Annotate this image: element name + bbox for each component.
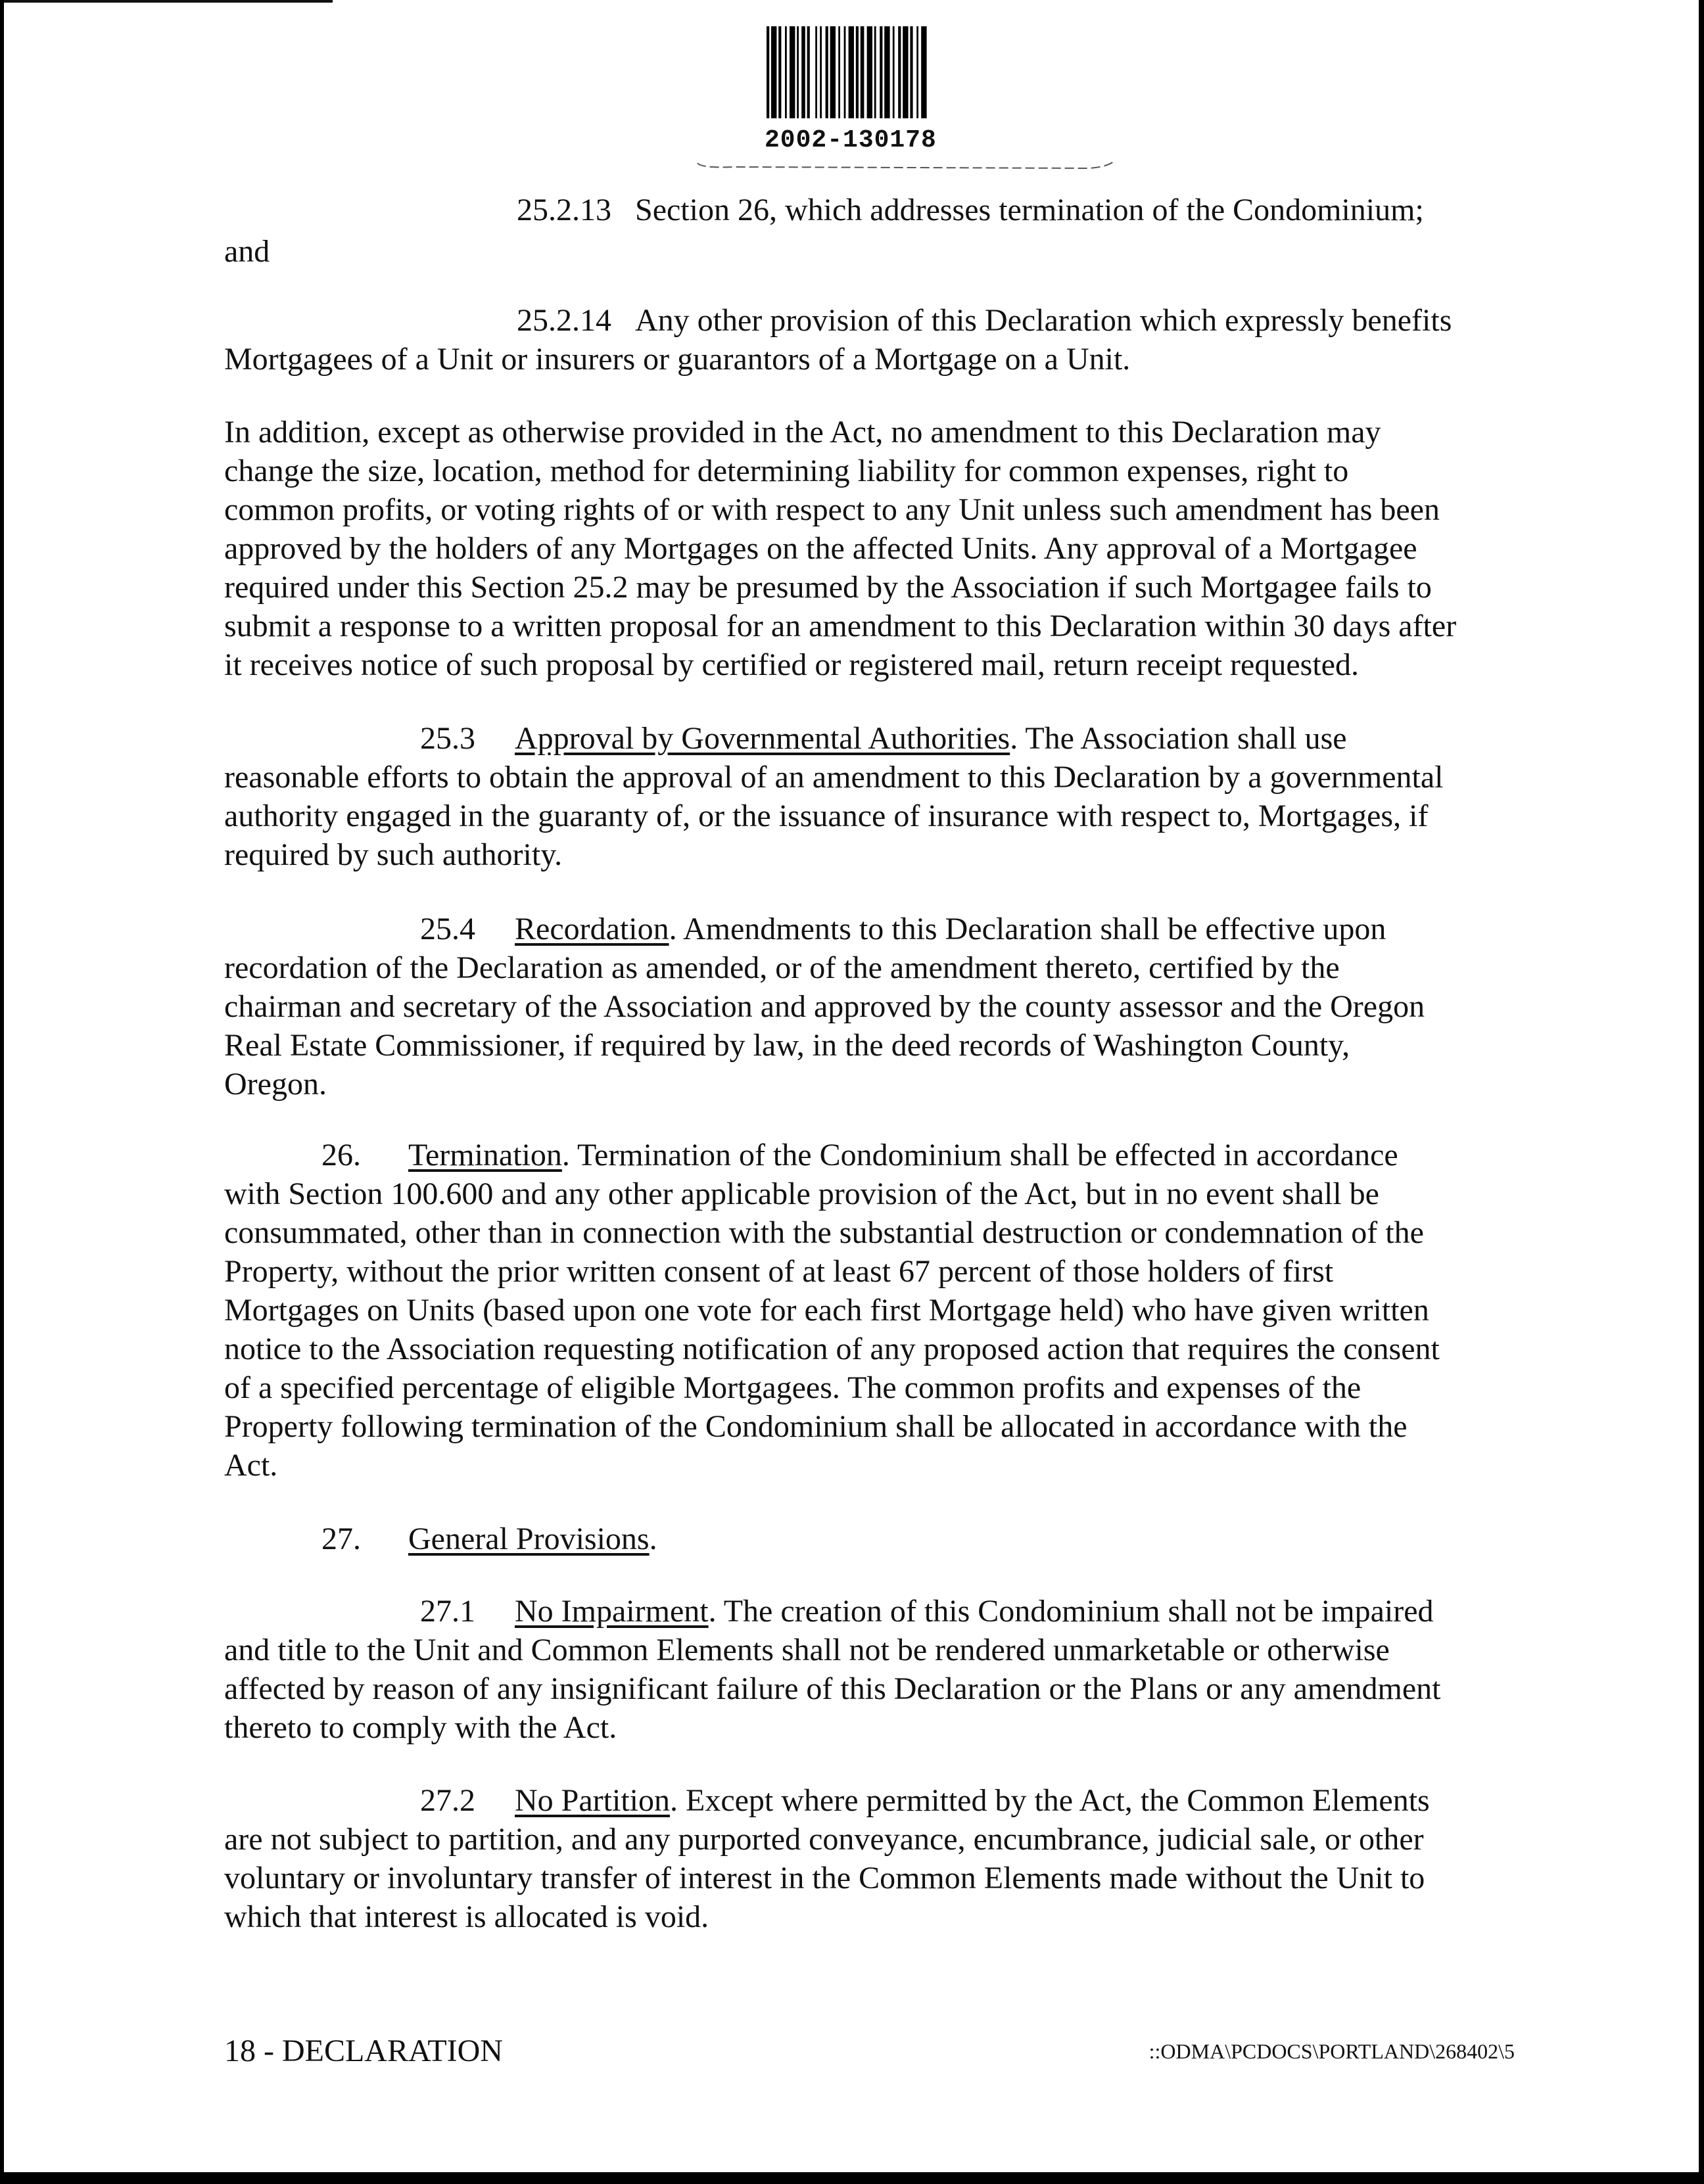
barcode-image xyxy=(767,26,1056,131)
barcode-bar xyxy=(785,26,787,118)
paragraph-line: voluntary or involuntary transfer of interest in the Common Elements made without the Unit to xyxy=(224,1861,1425,1895)
paragraph-line: Act. xyxy=(224,1448,278,1483)
section-text: . The creation of this Condominium shall not be impaired xyxy=(708,1594,1434,1629)
section-number: 26. xyxy=(321,1138,361,1173)
paragraph-line: Property following termination of the Condominium shall be allocated in accordance with the xyxy=(224,1409,1408,1444)
barcode-bar xyxy=(801,26,805,118)
paragraph-line: Property, without the prior written consent of at least 67 percent of those holders of first xyxy=(224,1254,1334,1289)
barcode-bar xyxy=(815,26,817,118)
section-26 xyxy=(224,1136,1506,1485)
barcode-bar xyxy=(778,26,781,118)
barcode-bar xyxy=(874,26,876,118)
barcode-bar xyxy=(861,26,864,118)
barcode-bar xyxy=(844,26,846,118)
barcode-underline xyxy=(694,158,1115,177)
barcode-bar xyxy=(856,26,859,118)
paragraph-line: Mortgages on Units (based upon one vote for each first Mortgage held) who have given written xyxy=(224,1293,1429,1328)
paragraph-line: thereto to comply with the Act. xyxy=(224,1710,617,1745)
section-number: 27.2 xyxy=(420,1783,475,1818)
paragraph-line: affected by reason of any insignificant failure of this Declaration or the Plans or any amendment xyxy=(224,1671,1441,1706)
barcode-bar xyxy=(767,26,769,118)
page-footer-docpath: ::ODMA\PCDOCS\PORTLAND\268402\5 xyxy=(1148,2039,1515,2063)
section-number: 25.2.13 xyxy=(517,193,611,227)
paragraph-line: Real Estate Commissioner, if required by law, in the deed records of Washington County, xyxy=(224,1028,1350,1063)
section-heading: Termination xyxy=(408,1138,562,1173)
paragraph-line: required under this Section 25.2 may be presumed by the Association if such Mortgagee fails to xyxy=(224,570,1432,605)
section-text: . xyxy=(649,1522,657,1556)
barcode-bar xyxy=(830,26,836,118)
paragraph-line: reasonable efforts to obtain the approval of an amendment to this Declaration by a governmental xyxy=(224,760,1444,795)
paragraph-line: Oregon. xyxy=(224,1067,327,1102)
paragraph-line: notice to the Association requesting notification of any proposed action that requires the consent xyxy=(224,1332,1440,1366)
barcode-block xyxy=(694,26,1115,177)
section-text: . Except where permitted by the Act, the Common Elements xyxy=(670,1783,1430,1818)
paragraph-line: which that interest is allocated is void. xyxy=(224,1899,709,1934)
barcode-bar xyxy=(903,26,908,118)
paragraph-line: common profits, or voting rights of or with respect to any Unit unless such amendment has been xyxy=(224,492,1440,527)
paragraph-line: are not subject to partition, and any purported conveyance, encumbrance, judicial sale, or other xyxy=(224,1822,1424,1857)
section-text: Section 26, which addresses termination of the Condominium; xyxy=(635,193,1424,227)
paragraph-line: consummated, other than in connection with the substantial destruction or condemnation of the xyxy=(224,1215,1424,1250)
barcode-bar xyxy=(884,26,889,118)
barcode-bar xyxy=(820,26,822,118)
paragraph-line: it receives notice of such proposal by certified or registered mail, return receipt requested. xyxy=(224,647,1359,682)
section-heading: No Partition xyxy=(515,1783,670,1818)
section-heading: General Provisions xyxy=(408,1522,650,1556)
section-25-2-13 xyxy=(224,191,1506,271)
barcode-bar xyxy=(910,26,912,118)
paragraph-line: required by such authority. xyxy=(224,837,563,872)
section-number: 27. xyxy=(321,1522,361,1556)
barcode-bar xyxy=(826,26,828,118)
section-text: . Amendments to this Declaration shall be effective upon xyxy=(669,912,1386,946)
paragraph-line: change the size, location, method for determining liability for common expenses, right to xyxy=(224,453,1349,488)
barcode-number: 2002-130178 xyxy=(765,126,937,154)
barcode-bar xyxy=(893,26,895,118)
barcode-bar xyxy=(771,26,776,118)
paragraph-line: approved by the holders of any Mortgages on the affected Units. Any approval of a Mortgagee xyxy=(224,531,1417,566)
section-25-2-14 xyxy=(224,301,1506,379)
barcode-bar xyxy=(880,26,882,118)
barcode-bar xyxy=(921,26,926,118)
barcode-bar xyxy=(898,26,901,118)
section-27 xyxy=(224,1520,1506,1558)
paragraph-line: recordation of the Declaration as amended, or of the amendment thereto, certified by the xyxy=(224,950,1340,985)
section-number: 25.2.14 xyxy=(517,303,611,338)
paragraph-line: submit a response to a written proposal for an amendment to this Declaration within 30 days after xyxy=(224,609,1457,643)
section-continuation: and xyxy=(224,234,270,269)
addition-paragraph xyxy=(224,413,1506,684)
section-27-2 xyxy=(224,1781,1506,1936)
section-number: 25.3 xyxy=(420,721,475,756)
barcode-bar xyxy=(916,26,918,118)
paragraph-line: of a specified percentage of eligible Mortgagees. The common profits and expenses of the xyxy=(224,1370,1361,1405)
section-text: Any other provision of this Declaration which expressly benefits xyxy=(635,303,1452,338)
section-heading: Approval by Governmental Authorities xyxy=(515,721,1010,756)
section-text-cont: Mortgagees of a Unit or insurers or guarantors of a Mortgage on a Unit. xyxy=(224,342,1131,377)
section-text: . Termination of the Condominium shall be effected in accordance xyxy=(561,1138,1398,1173)
section-25-3 xyxy=(224,719,1506,874)
paragraph-line: chairman and secretary of the Association and approved by the county assessor and the Oregon xyxy=(224,989,1425,1024)
barcode-bar xyxy=(867,26,872,118)
section-number: 27.1 xyxy=(420,1594,475,1629)
page-footer-title: 18 - DECLARATION xyxy=(224,2033,503,2068)
section-27-1 xyxy=(224,1592,1506,1747)
barcode-bar xyxy=(807,26,810,118)
barcode-bar xyxy=(797,26,799,118)
barcode-bar xyxy=(849,26,854,118)
section-25-4 xyxy=(224,910,1506,1104)
barcode-bar xyxy=(790,26,795,118)
section-heading: Recordation xyxy=(515,912,669,946)
section-text: . The Association shall use xyxy=(1010,721,1347,756)
section-heading: No Impairment xyxy=(515,1594,709,1629)
paragraph-line: with Section 100.600 and any other applicable provision of the Act, but in no event shall be xyxy=(224,1176,1379,1211)
barcode-bar xyxy=(838,26,840,118)
section-number: 25.4 xyxy=(420,912,475,946)
paragraph-line: and title to the Unit and Common Elements shall not be rendered unmarketable or otherwise xyxy=(224,1633,1390,1667)
paragraph-line: In addition, except as otherwise provided in the Act, no amendment to this Declaration may xyxy=(224,415,1381,450)
scan-edge-line xyxy=(4,0,333,3)
paragraph-line: authority engaged in the guaranty of, or the issuance of insurance with respect to, Mortgages, if xyxy=(224,799,1429,833)
